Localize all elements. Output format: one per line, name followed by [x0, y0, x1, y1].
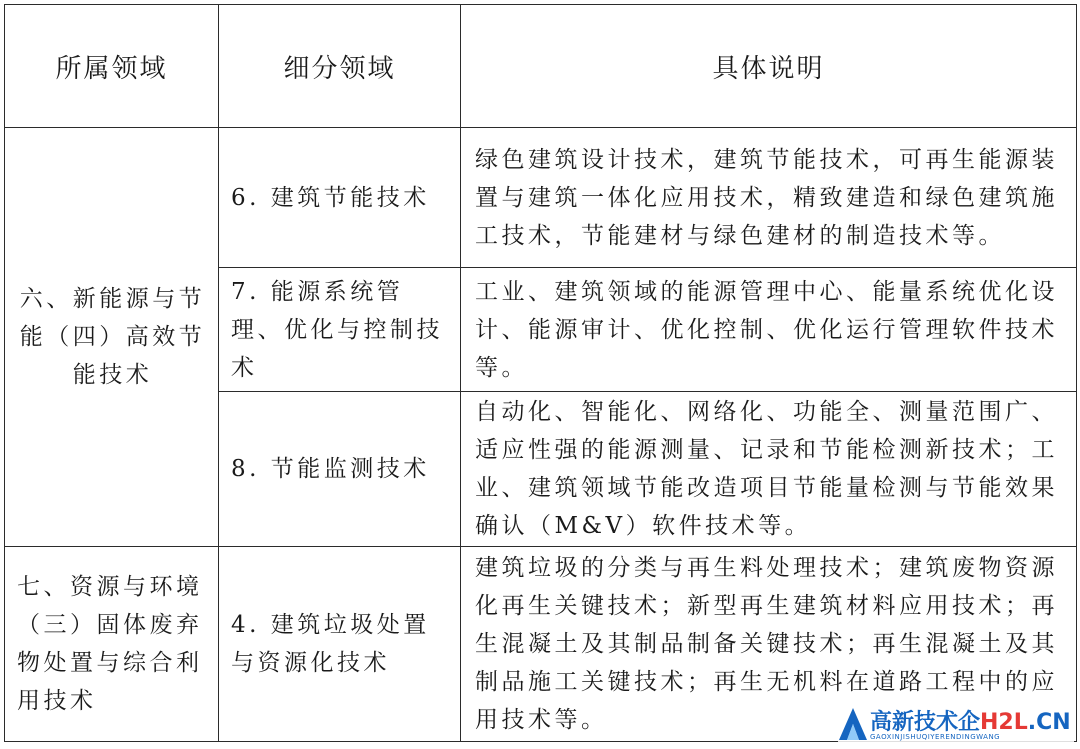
description-cell: 绿色建筑设计技术，建筑节能技术，可再生能源装置与建筑一体化应用技术，精致建造和绿色建筑施工技术，节能建材与绿色建材的制造技术等。 [461, 128, 1077, 268]
table-row [5, 128, 1077, 268]
header-row [5, 5, 1077, 128]
header-description: 具体说明 [461, 5, 1077, 128]
subdomain-cell: 8. 节能监测技术 [219, 392, 461, 547]
tech-fields-table [4, 4, 1077, 742]
watermark-subtext: GAOXINJISHUQIYERENDINGWANG [870, 733, 1001, 741]
subdomain-cell: 4. 建筑垃圾处置与资源化技术 [219, 547, 461, 742]
domain-cell: 六、新能源与节能（四）高效节能技术 [5, 128, 219, 547]
domain-cell: 七、资源与环境（三）固体废弃物处置与综合利用技术 [5, 547, 219, 742]
subdomain-cell: 7. 能源系统管理、优化与控制技术 [219, 268, 461, 392]
header-domain: 所属领域 [5, 5, 219, 128]
description-cell: 工业、建筑领域的能源管理中心、能量系统优化设计、能源审计、优化控制、优化运行管理软件技术等。 [461, 268, 1077, 392]
site-watermark [838, 705, 1074, 747]
subdomain-cell: 6. 建筑节能技术 [219, 128, 461, 268]
description-cell: 自动化、智能化、网络化、功能全、测量范围广、适应性强的能源测量、记录和节能检测新技术；工业、建筑领域节能改造项目节能量检测与节能效果确认（M&V）软件技术等。 [461, 392, 1077, 547]
watermark-text: 高新技术企H2L.CN [870, 710, 1071, 735]
header-subdomain: 细分领域 [219, 5, 461, 128]
triangle-a-logo-icon [838, 707, 868, 741]
description-cell: 建筑垃圾的分类与再生料处理技术；建筑废物资源化再生关键技术；新型再生建筑材料应用技术；再生混凝土及其制品制备关键技术；再生混凝土及其制品施工关键技术；再生无机料在道路工程中的应用技术等。 [461, 547, 1077, 742]
